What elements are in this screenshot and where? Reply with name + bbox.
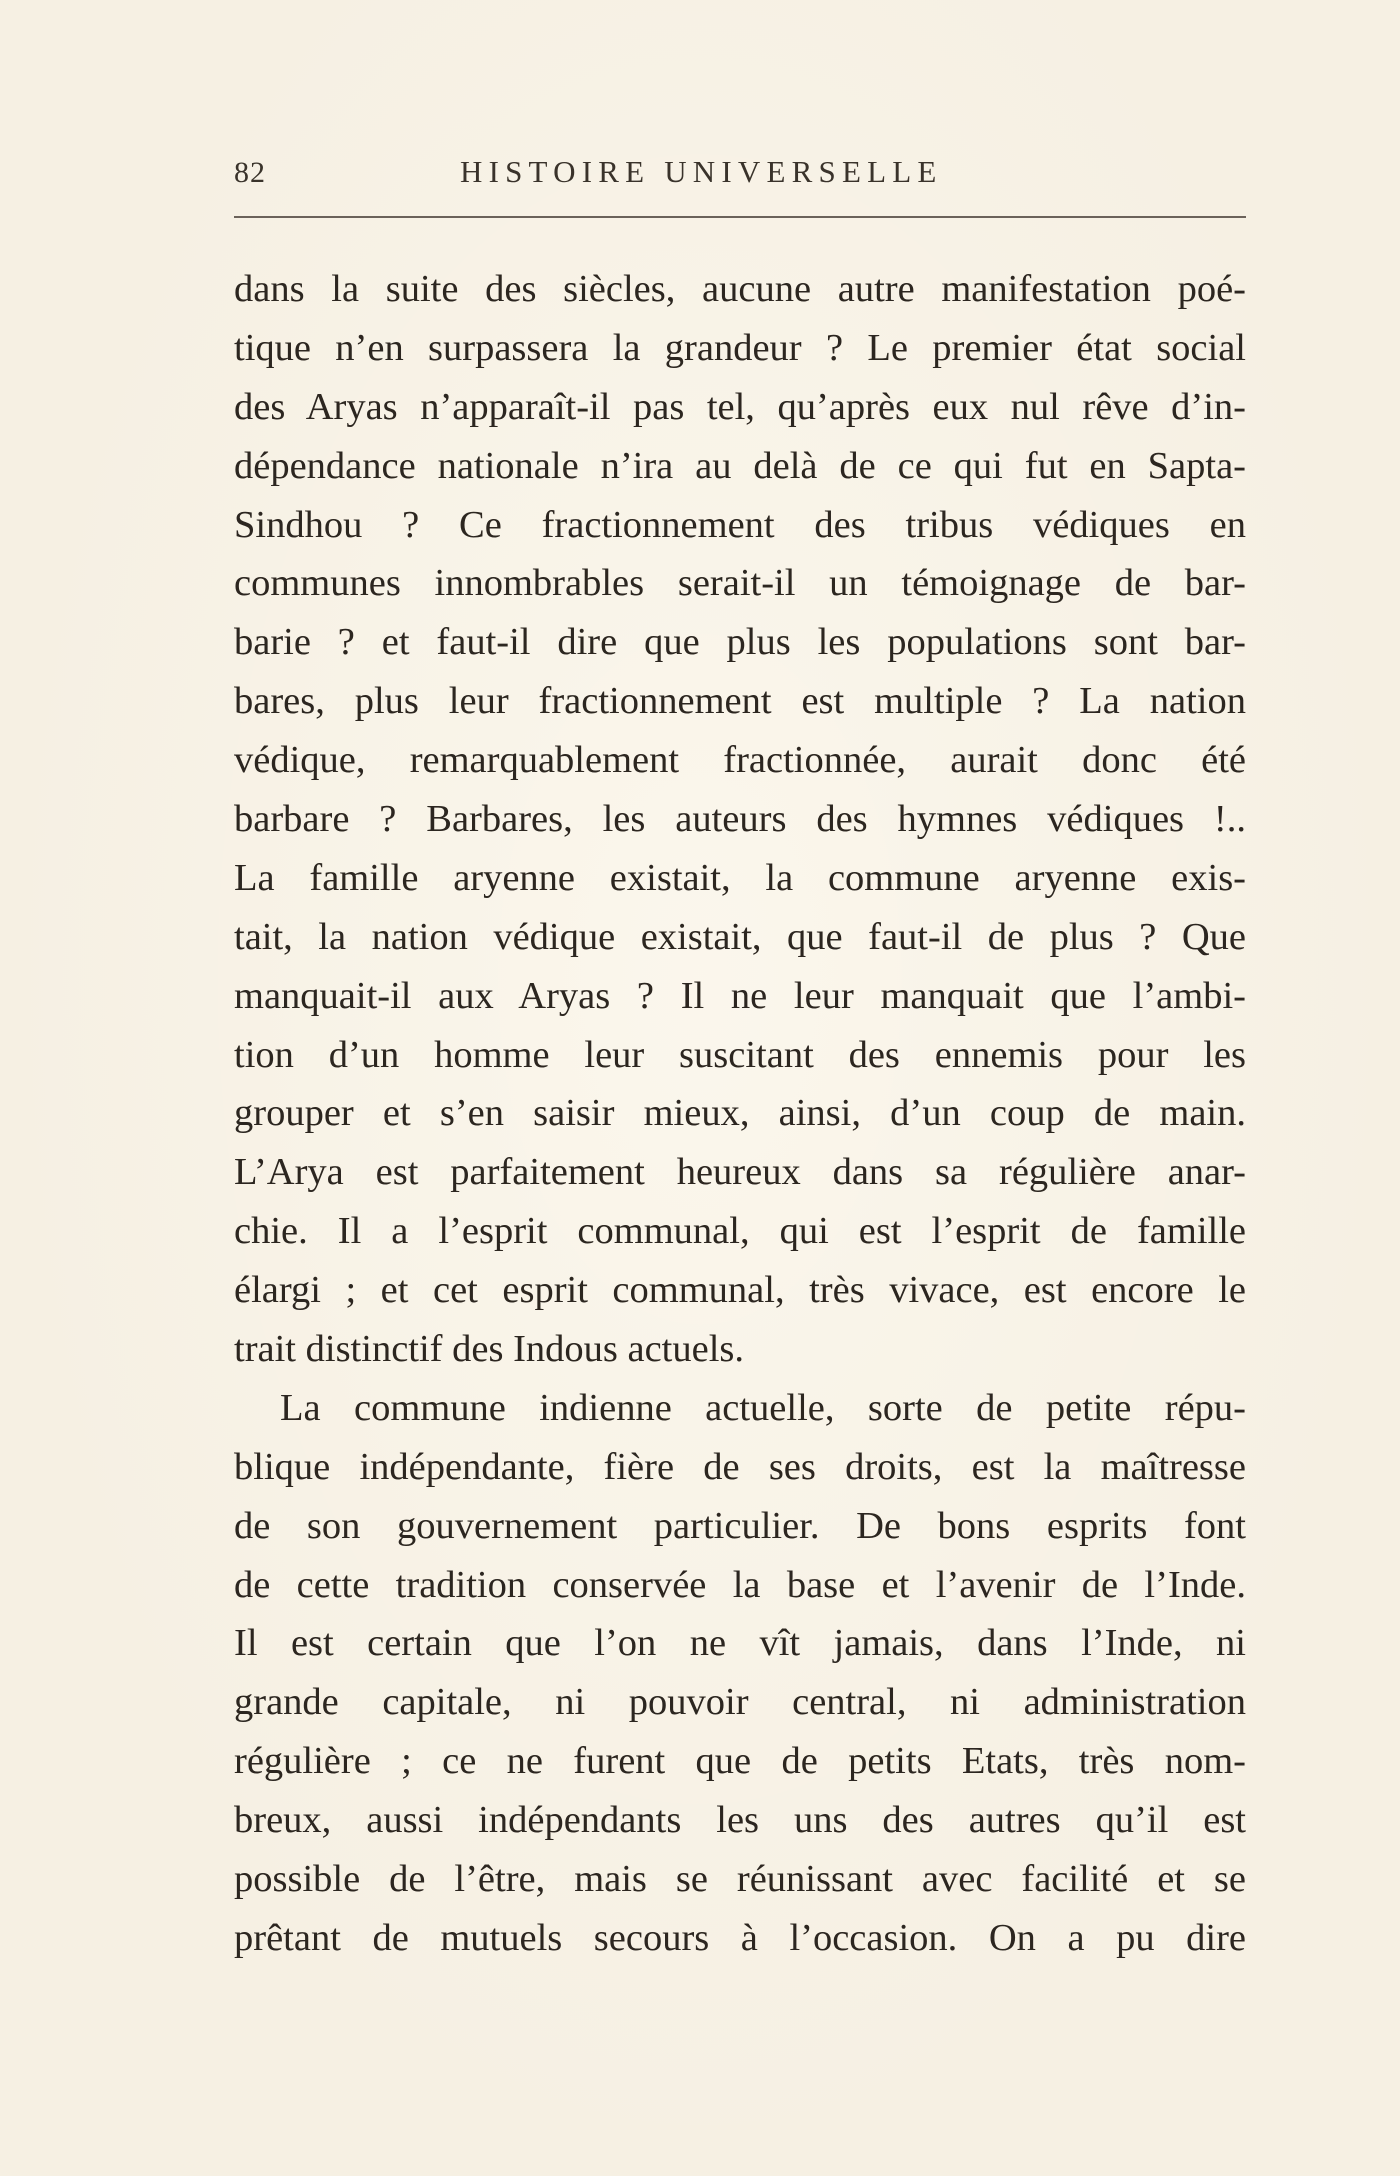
text-line: grande capitale, ni pouvoir central, ni administration (234, 1681, 1246, 1724)
text-line: bares, plus leur fractionnement est multiple ? La nation (234, 680, 1246, 723)
text-line: communes innombrables serait-il un témoignage de bar- (234, 562, 1246, 605)
text-line: tion d’un homme leur suscitant des ennemis pour les (234, 1033, 1246, 1076)
text-line: tique n’en surpassera la grandeur ? Le premier état social (234, 326, 1246, 369)
text-line: breux, aussi indépendants les uns des autres qu’il est (234, 1799, 1246, 1842)
text-line: dans la suite des siècles, aucune autre manifestation poé- (234, 268, 1246, 310)
running-title: HISTOIRE UNIVERSELLE (460, 154, 943, 189)
text-line: de cette tradition conservée la base et l’avenir de l’Inde. (234, 1563, 1246, 1606)
text-line: védique, remarquablement fractionnée, aurait donc été (234, 739, 1246, 782)
text-line: élargi ; et cet esprit communal, très vivace, est encore le (234, 1269, 1246, 1312)
header-rule (234, 216, 1246, 218)
page-number: 82 (234, 156, 266, 189)
text-line: des Aryas n’apparaît-il pas tel, qu’après eux nul rêve d’in- (234, 385, 1246, 428)
text-line: de son gouvernement particulier. De bons esprits font (234, 1504, 1246, 1547)
text-line: chie. Il a l’esprit communal, qui est l’esprit de famille (234, 1210, 1246, 1253)
text-line: barie ? et faut-il dire que plus les populations sont bar- (234, 621, 1246, 664)
text-line: Il est certain que l’on ne vît jamais, dans l’Inde, ni (234, 1622, 1246, 1665)
text-line: prêtant de mutuels secours à l’occasion. On a pu dire (234, 1916, 1246, 1959)
text-line: grouper et s’en saisir mieux, ainsi, d’un coup de main. (234, 1092, 1246, 1135)
paragraph-2 (234, 1379, 1246, 1968)
text-line: régulière ; ce ne furent que de petits Etats, très nom- (234, 1740, 1246, 1783)
text-line: La commune indienne actuelle, sorte de petite répu- (280, 1386, 1246, 1429)
running-header (234, 150, 1246, 200)
paragraph-1 (234, 260, 1246, 1379)
text-line: Sindhou ? Ce fractionnement des tribus védiques en (234, 503, 1246, 546)
text-line: possible de l’être, mais se réunissant avec facilité et se (234, 1858, 1246, 1901)
text-line: La famille aryenne existait, la commune aryenne exis- (234, 856, 1246, 899)
text-line: trait distinctif des Indous actuels. (234, 1328, 745, 1371)
text-line: tait, la nation védique existait, que faut-il de plus ? Que (234, 915, 1246, 958)
text-line: dépendance nationale n’ira au delà de ce qui fut en Sapta- (234, 444, 1246, 487)
body-text (234, 260, 1246, 1968)
text-line: manquait-il aux Aryas ? Il ne leur manquait que l’ambi- (234, 974, 1246, 1017)
text-line: blique indépendante, fière de ses droits, est la maîtresse (234, 1445, 1246, 1488)
text-line: barbare ? Barbares, les auteurs des hymnes védiques !.. (234, 798, 1246, 841)
text-line: L’Arya est parfaitement heureux dans sa régulière anar- (234, 1151, 1246, 1194)
